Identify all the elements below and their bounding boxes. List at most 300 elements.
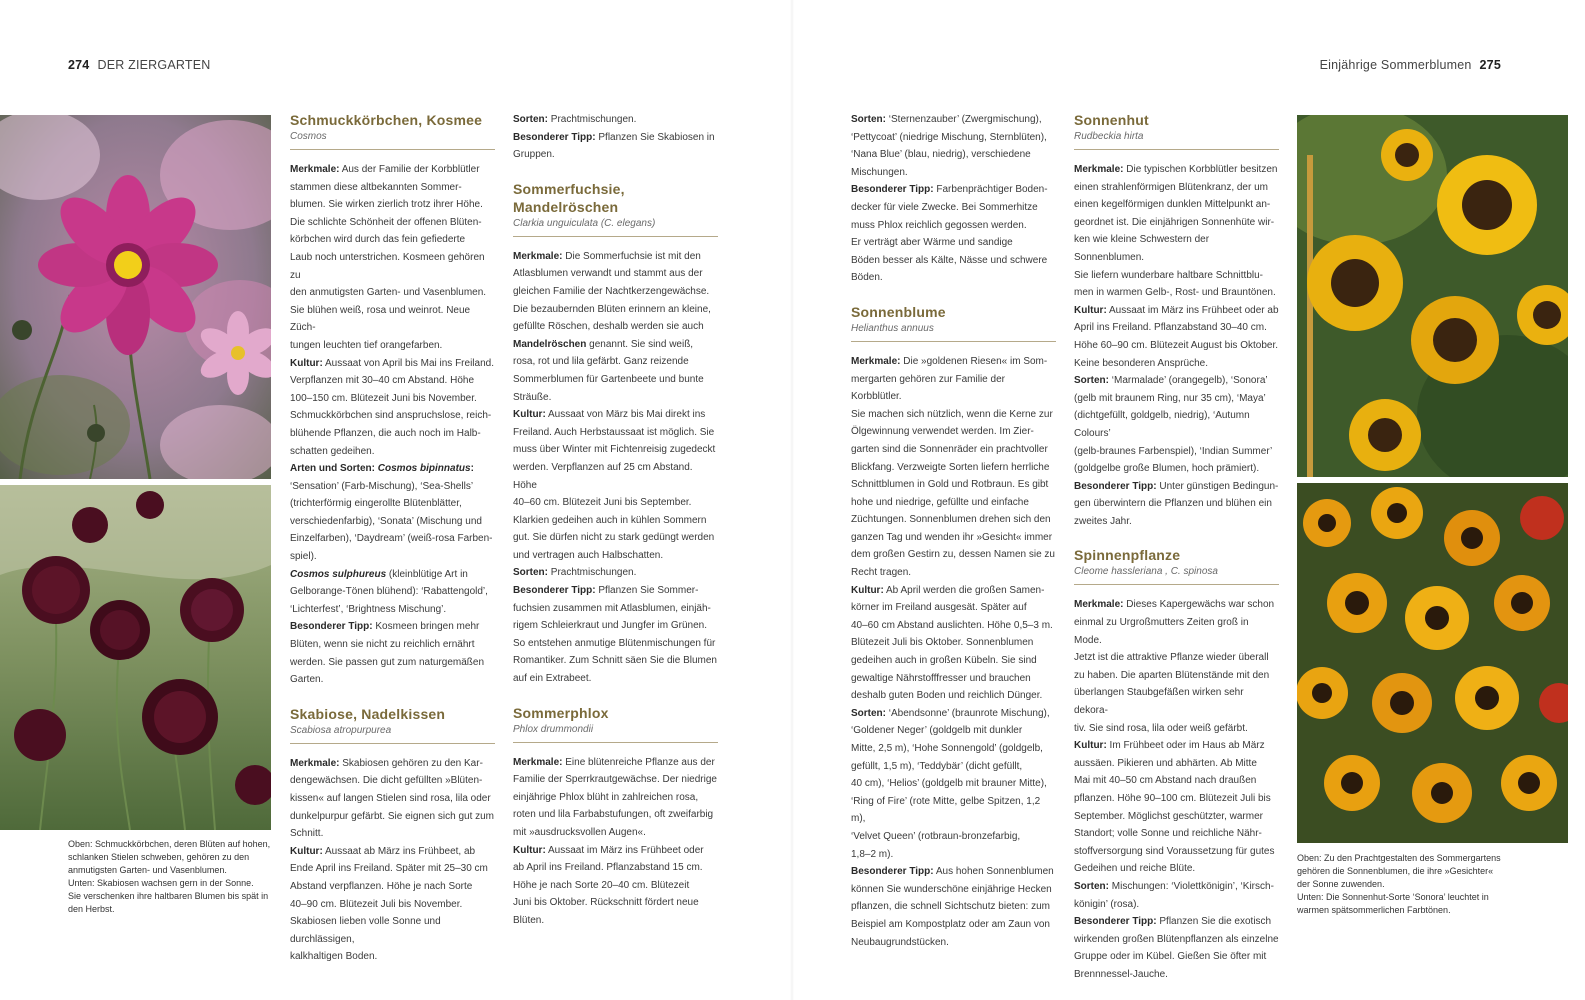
bold-label: Merkmale: bbox=[513, 250, 563, 262]
bold-label: Besonderer Tipp: bbox=[851, 866, 934, 878]
text-line bbox=[851, 199, 1056, 217]
text-run: 40–60 cm Abstand auslichten. Höhe 0,5–3 m. bbox=[851, 619, 1053, 631]
text-run: ken wie kleine Schwestern der Sonnenblumen. bbox=[1074, 234, 1210, 263]
text-run: werden. Sie passen gut zum naturgemäßen bbox=[290, 656, 484, 668]
text-line bbox=[851, 617, 1056, 635]
text-line bbox=[513, 494, 718, 512]
text-line bbox=[1074, 755, 1279, 773]
text-run: gefüllt, 1,5 m), ‘Teddybär’ (dicht gefüllt, bbox=[851, 760, 1023, 772]
paragraph bbox=[513, 842, 718, 930]
text-run: einen kegelförmigen dunklen Mittelpunkt an- bbox=[1074, 199, 1271, 211]
text-line bbox=[290, 372, 495, 390]
text-line bbox=[851, 269, 1056, 287]
caption-line: schlanken Stielen schweben, gehören zu den bbox=[68, 852, 250, 862]
text-line bbox=[1074, 337, 1279, 355]
text-line bbox=[513, 336, 718, 354]
text-line bbox=[1074, 966, 1279, 984]
text-run: decker für viele Zwecke. Bei Sommerhitze bbox=[851, 201, 1038, 213]
text-line bbox=[851, 111, 1056, 129]
section-gap bbox=[513, 688, 718, 704]
text-run: Er verträgt aber Wärme und sandige bbox=[851, 237, 1013, 249]
text-line bbox=[851, 564, 1056, 582]
text-run: einjährige Phlox blüht in zahlreichen rosa, bbox=[513, 791, 699, 803]
bold-label: Sorten: bbox=[513, 114, 548, 125]
text-line bbox=[513, 318, 718, 336]
section-divider bbox=[290, 149, 495, 150]
text-column-2 bbox=[513, 111, 718, 930]
text-line bbox=[290, 948, 495, 966]
text-run: Mai mit 40–50 cm Abstand nach draußen bbox=[1074, 775, 1257, 787]
paragraph bbox=[851, 111, 1056, 181]
text-run: aussäen. Pikieren und abhärten. Ab Mitte bbox=[1074, 757, 1257, 769]
text-run: Skabiosen gehören zu den Kar- bbox=[339, 757, 483, 769]
text-run: dem großen Gestirn zu, dessen Namen sie zu bbox=[851, 549, 1055, 561]
text-line bbox=[513, 512, 718, 530]
text-run: Die »goldenen Riesen« im Som- bbox=[900, 355, 1048, 367]
text-line bbox=[1074, 737, 1279, 755]
text-line bbox=[290, 671, 495, 689]
text-line bbox=[851, 353, 1056, 371]
text-run: 40–60 cm. Blütezeit Juni bis September. bbox=[513, 497, 692, 509]
text-run: Aussaat ab März ins Frühbeet, ab bbox=[322, 845, 476, 857]
text-run: ab April ins Freiland. Pflanzabstand 15 cm. bbox=[513, 862, 703, 874]
text-run: hohe und niedrige, gefüllte und einfache bbox=[851, 496, 1029, 508]
text-line bbox=[851, 252, 1056, 270]
text-run: pflanzen. Höhe 90–100 cm. Blütezeit Juli bis bbox=[1074, 793, 1271, 804]
text-line bbox=[290, 566, 495, 584]
text-line bbox=[1074, 808, 1279, 826]
bold-label: Besonderer Tipp: bbox=[513, 131, 596, 143]
text-run: ‘Ring of Fire’ (rote Mitte, gelbe Spitzen, 1,2 m), bbox=[851, 795, 1041, 825]
text-line bbox=[1074, 267, 1279, 285]
text-run: Aus der Familie der Korbblütler bbox=[339, 164, 480, 175]
text-run: mergarten gehören zur Familie der Korbblütler. bbox=[851, 373, 1005, 403]
text-line bbox=[851, 934, 1056, 952]
text-run: Ab April werden die großen Samen- bbox=[883, 584, 1045, 596]
text-line bbox=[513, 859, 718, 877]
botanical-name: Rudbeckia hirta bbox=[1074, 131, 1144, 142]
text-run: men in warmen Gelb-, Rost- und Brauntönen. bbox=[1074, 287, 1276, 299]
text-run: ‘Marmalade’ (orangegelb), ‘Sonora’ bbox=[1109, 375, 1268, 387]
text-line bbox=[513, 129, 718, 147]
text-run: Neubaugrundstücken. bbox=[851, 936, 949, 948]
section-title: Einjährige Sommerblumen bbox=[1319, 58, 1472, 72]
text-run: Romantiker. Zum Schnitt säen Sie die Blumen bbox=[513, 655, 717, 667]
text-line bbox=[851, 687, 1056, 705]
text-line bbox=[1074, 614, 1279, 649]
bold-label: Sorten: bbox=[513, 567, 548, 579]
text-run: fuchsien zusammen mit Atlasblumen, einjäh- bbox=[513, 602, 711, 614]
paragraph bbox=[1074, 372, 1279, 478]
bold-label: Kultur: bbox=[851, 584, 884, 596]
section-gap bbox=[851, 287, 1056, 303]
paragraph bbox=[1074, 302, 1279, 372]
text-run: wirkenden großen Blütenpflanzen als einzelne bbox=[1074, 933, 1279, 945]
paragraph bbox=[513, 564, 718, 582]
paragraph bbox=[290, 843, 495, 966]
paragraph bbox=[513, 129, 718, 164]
text-run: deshalb guten Boden und reichlich Dünger. bbox=[851, 690, 1043, 702]
text-run: 100–150 cm. Blütezeit Juni bis November. bbox=[290, 392, 477, 404]
text-line bbox=[1074, 390, 1279, 408]
text-line bbox=[851, 494, 1056, 512]
bold-label: Sorten: bbox=[851, 707, 886, 719]
species-name: Cosmos sulphureus bbox=[290, 568, 387, 580]
paragraph bbox=[851, 181, 1056, 287]
bold-label: Kultur: bbox=[290, 845, 323, 857]
text-line bbox=[513, 371, 718, 389]
text-run: Eine blütenreiche Pflanze aus der bbox=[562, 756, 715, 768]
text-line bbox=[1074, 495, 1279, 513]
text-run: Gedeihen und reiche Blüte. bbox=[1074, 863, 1196, 875]
text-run: rosa, rot und lila gefärbt. Ganz reizende bbox=[513, 356, 689, 368]
text-run: roten und lila Farbabstufungen, oft zweifarbig bbox=[513, 809, 714, 821]
text-run: ‘Velvet Queen’ (rotbraun-bronzefarbig, bbox=[851, 830, 1021, 842]
text-run: Familie der Sperrkrautgewächse. Der niedrige bbox=[513, 774, 717, 786]
paragraph bbox=[851, 705, 1056, 863]
bold-label: Kultur: bbox=[513, 844, 546, 856]
text-line bbox=[290, 790, 495, 808]
text-run: spiel). bbox=[290, 551, 317, 563]
text-run: einmal zu Urgroßmutters Zeiten groß in Mode. bbox=[1074, 617, 1249, 646]
text-run: Sommerblumen für Gartenbeete und bunte bbox=[513, 373, 704, 385]
text-run: gedeihen auch in großen Kübeln. Sie sind bbox=[851, 655, 1037, 667]
text-run: Blüten. bbox=[513, 914, 545, 926]
text-run: Einzelfarben), ‘Daydream’ (weiß-rosa Farben- bbox=[290, 533, 493, 545]
text-line bbox=[290, 390, 495, 408]
paragraph bbox=[513, 754, 718, 842]
text-line bbox=[1074, 931, 1279, 949]
text-run: gut. Sie dürfen nicht zu stark gedüngt werden bbox=[513, 532, 715, 544]
caption-line: Unten: Skabiosen wachsen gern in der Sonne. bbox=[68, 878, 254, 888]
text-run: ‘Goldener Neger’ (goldgelb mit dunkler bbox=[851, 725, 1023, 737]
bold-label: : bbox=[470, 463, 474, 475]
caption-line: Oben: Zu den Prachtgestalten des Sommergartens bbox=[1297, 853, 1501, 863]
text-run: Prachtmischungen. bbox=[548, 567, 637, 579]
section-divider bbox=[1074, 584, 1279, 585]
bold-label: Merkmale: bbox=[290, 757, 340, 769]
text-run: Skabiosen lieben volle Sonne und durchlässigen, bbox=[290, 916, 441, 945]
text-line bbox=[851, 146, 1056, 164]
text-line bbox=[851, 217, 1056, 235]
text-line bbox=[1074, 355, 1279, 373]
section-title: Spinnenpflanze bbox=[1074, 547, 1181, 564]
section-title: Mandelröschen bbox=[513, 198, 619, 215]
paragraph bbox=[1074, 913, 1279, 983]
text-line bbox=[851, 181, 1056, 199]
text-run: ‘Abendsonne’ (braunrote Mischung), bbox=[886, 707, 1050, 719]
rudbeckia-photo bbox=[1297, 483, 1568, 843]
text-run: Höhe 60–90 cm. Blütezeit August bis Oktober. bbox=[1074, 339, 1279, 351]
text-run: Dieses Kapergewächs war schon bbox=[1123, 599, 1275, 611]
text-line bbox=[1074, 513, 1279, 531]
text-line bbox=[1074, 860, 1279, 878]
text-column-1 bbox=[290, 111, 495, 966]
text-run: kissen« auf langen Stielen sind rosa, lila oder bbox=[290, 793, 491, 804]
text-column-4 bbox=[1074, 111, 1279, 984]
scabiosa-illustration bbox=[0, 485, 271, 830]
text-run: muss Phlox reichlich gegossen werden. bbox=[851, 219, 1027, 231]
text-run: pflanzen, die schnell Sichtschutz bieten: zum bbox=[851, 901, 1050, 913]
text-run: Aussaat von März bis Mai direkt ins bbox=[545, 409, 706, 421]
text-line bbox=[290, 249, 495, 284]
text-run: Die Sommerfuchsie ist mit den bbox=[562, 250, 701, 262]
text-line bbox=[1074, 913, 1279, 931]
section-title: Sommerphlox bbox=[513, 704, 609, 721]
text-run: ‘Nana Blue’ (blau, niedrig), verschiedene bbox=[851, 149, 1031, 161]
paragraph bbox=[851, 353, 1056, 582]
text-line bbox=[851, 881, 1056, 899]
rudbeckia-illustration bbox=[1297, 483, 1568, 843]
text-run: auf ein Extrabeet. bbox=[513, 673, 592, 685]
text-line bbox=[851, 371, 1056, 406]
text-run: (dichtgefüllt, goldgelb, niedrig), ‘Autumn Colours’ bbox=[1074, 410, 1250, 439]
sunflower-photo bbox=[1297, 115, 1568, 477]
caption-line: Unten: Die Sonnenhut-Sorte ‘Sonora’ leuchtet in bbox=[1297, 892, 1489, 902]
chapter-title: DER ZIERGARTEN bbox=[97, 58, 211, 72]
text-run: und vertragen auch Halbschatten. bbox=[513, 549, 664, 561]
text-run: geordnet ist. Die einjährigen Sonnenhüte wir- bbox=[1074, 216, 1275, 228]
bold-label: Sorten: bbox=[1074, 880, 1109, 892]
text-run: Schnitt. bbox=[290, 828, 324, 840]
text-run: Züchtungen. Sonnenblumen drehen sich den bbox=[851, 514, 1051, 526]
text-line bbox=[851, 129, 1056, 147]
text-line bbox=[513, 146, 718, 164]
text-line bbox=[851, 898, 1056, 916]
text-run: April ins Freiland. Pflanzabstand 30–40 cm. bbox=[1074, 322, 1267, 334]
text-line bbox=[1074, 878, 1279, 896]
text-line bbox=[290, 407, 495, 425]
bold-label: Sorten: bbox=[851, 114, 886, 125]
caption-left bbox=[68, 838, 273, 916]
text-run: Aussaat von April bis Mai ins Freiland. bbox=[322, 357, 494, 369]
text-run: ‘Lichterfest’, ‘Brightness Mischung’. bbox=[290, 603, 447, 615]
text-line bbox=[851, 775, 1056, 793]
text-line bbox=[290, 913, 495, 948]
text-run: tungen leuchten tief orangefarben. bbox=[290, 339, 443, 351]
section-divider bbox=[290, 743, 495, 744]
text-line bbox=[290, 214, 495, 232]
text-line bbox=[1074, 684, 1279, 719]
bold-label: Merkmale: bbox=[290, 164, 340, 175]
botanical-name: Phlox drummondii bbox=[513, 723, 594, 735]
text-run: können Sie wunderschöne einjährige Hecken bbox=[851, 883, 1052, 895]
text-run: tiv. Sie sind rosa, lila oder weiß gefärbt. bbox=[1074, 722, 1248, 734]
book-gutter bbox=[790, 0, 794, 1000]
bold-italic-label bbox=[290, 569, 386, 580]
bold-label: Kultur: bbox=[513, 409, 546, 421]
text-line bbox=[851, 705, 1056, 723]
text-line bbox=[1074, 196, 1279, 214]
paragraph bbox=[290, 566, 495, 619]
text-line bbox=[513, 111, 718, 129]
text-line bbox=[290, 772, 495, 790]
text-line bbox=[290, 583, 495, 601]
text-run: (trichterförmig eingerollte Blütenblätter, bbox=[290, 498, 462, 510]
text-run: Die schlichte Schönheit der offenen Blüten- bbox=[290, 216, 482, 228]
text-run: verschiedenfarbig), ‘Sonata’ (Mischung und bbox=[290, 515, 482, 527]
bold-label: Kultur: bbox=[1074, 304, 1107, 316]
bold-label: Kultur: bbox=[290, 357, 323, 369]
text-line bbox=[513, 771, 718, 789]
text-line bbox=[513, 353, 718, 371]
text-run: körbchen wird durch das fein gefiederte bbox=[290, 234, 466, 246]
text-line bbox=[851, 670, 1056, 688]
caption-line: Oben: Schmuckkörbchen, deren Blüten auf hohen, bbox=[68, 839, 271, 849]
scabiosa-photo bbox=[0, 485, 271, 830]
section-title: Sommerfuchsie, bbox=[513, 180, 625, 197]
text-line bbox=[1074, 179, 1279, 197]
text-line bbox=[513, 564, 718, 582]
text-line bbox=[290, 896, 495, 914]
text-line bbox=[851, 476, 1056, 494]
paragraph bbox=[1074, 596, 1279, 737]
paragraph bbox=[851, 582, 1056, 705]
section-title: Sonnenhut bbox=[1074, 112, 1149, 128]
cosmos-photo bbox=[0, 115, 271, 479]
text-run: muss über Winter mit Fichtenreisig zugedeckt bbox=[513, 444, 716, 456]
text-run: Abstand verpflanzen. Höhe je nach Sorte bbox=[290, 880, 473, 892]
text-line bbox=[513, 582, 718, 600]
text-line bbox=[513, 283, 718, 301]
text-run: Aus hohen Sonnenblumen bbox=[933, 866, 1054, 878]
text-run: dunkelpurpur gefärbt. Sie eignen sich gut zum bbox=[290, 810, 495, 822]
text-run: (gelb mit braunem Ring, nur 35 cm), ‘Maya’ bbox=[1074, 392, 1266, 404]
text-run: Die bezaubernden Blüten erinnern an kleine, bbox=[513, 303, 711, 315]
paragraph bbox=[851, 863, 1056, 951]
text-line bbox=[290, 755, 495, 773]
caption-line: der Sonne zuwenden. bbox=[1297, 879, 1385, 889]
text-line bbox=[851, 599, 1056, 617]
text-line bbox=[290, 337, 495, 355]
caption-line: den Herbst. bbox=[68, 904, 115, 914]
text-run: 40–90 cm. Blütezeit Juli bis November. bbox=[290, 898, 463, 910]
text-line bbox=[513, 406, 718, 424]
text-run: Die typischen Korbblütler besitzen bbox=[1123, 164, 1278, 175]
text-run: Gelborange-Tönen blühend): ‘Rabattengold’, bbox=[290, 586, 488, 598]
text-line bbox=[1074, 843, 1279, 861]
text-run: Blickfang. Verzweigte Sorten liefern herrliche bbox=[851, 461, 1050, 473]
text-line bbox=[513, 441, 718, 459]
paragraph bbox=[290, 161, 495, 355]
text-line bbox=[1074, 214, 1279, 232]
text-run: Ende April ins Freiland. Später mit 25–30 cm bbox=[290, 863, 488, 875]
text-run: September. Möglichst geschützter, warmer bbox=[1074, 810, 1263, 822]
text-run: blumen. Sie wirken zierlich trotz ihrer Höhe. bbox=[290, 199, 483, 211]
text-line bbox=[290, 478, 495, 496]
text-column-3 bbox=[851, 111, 1056, 951]
text-run: Im Frühbeet oder im Haus ab März bbox=[1106, 740, 1265, 752]
text-line bbox=[1074, 443, 1279, 461]
text-run: gleichen Familie der Nachtkerzengewächse. bbox=[513, 285, 710, 297]
text-line bbox=[290, 443, 495, 461]
text-run: Sie machen sich nützlich, wenn die Kerne zur bbox=[851, 408, 1053, 420]
text-line bbox=[851, 740, 1056, 758]
text-run: 40 cm), ‘Helios’ (goldgelb mit brauner Mitte), bbox=[851, 778, 1047, 790]
text-run: werden. Verpflanzen auf 25 cm Abstand. Höhe bbox=[513, 461, 693, 491]
cosmos-illustration bbox=[0, 115, 271, 479]
text-run: königin’ (rosa). bbox=[1074, 898, 1140, 910]
text-line bbox=[851, 529, 1056, 547]
text-line bbox=[513, 389, 718, 407]
running-header-left bbox=[68, 58, 210, 72]
species-name: Cosmos bipinnatus bbox=[377, 463, 471, 475]
text-line bbox=[513, 894, 718, 912]
paragraph bbox=[1074, 878, 1279, 913]
text-line bbox=[1074, 720, 1279, 738]
text-run: Juni bis Oktober. Rückschnitt fördert neue bbox=[513, 897, 699, 909]
text-line bbox=[513, 635, 718, 653]
text-run: rigem Schleierkraut und Jungfer im Grünen. bbox=[513, 620, 707, 632]
caption-line: warmen spätsommerlichen Farbtönen. bbox=[1297, 905, 1451, 915]
caption-right bbox=[1297, 852, 1568, 917]
text-line bbox=[1074, 790, 1279, 808]
paragraph bbox=[513, 406, 718, 564]
text-run: Unter günstigen Bedingun- bbox=[1156, 480, 1279, 492]
text-run: Pflanzen Sie Skabiosen in bbox=[595, 131, 715, 143]
text-run: Prachtmischungen. bbox=[548, 114, 637, 125]
text-line bbox=[513, 529, 718, 547]
text-run: ‘Sensation’ (Farb-Mischung), ‘Sea-Shells’ bbox=[290, 480, 474, 492]
text-run: einen strahlenförmigen Blütenkranz, der um bbox=[1074, 181, 1268, 193]
text-run: Aussaat im März ins Frühbeet oder ab bbox=[1106, 304, 1279, 316]
text-line bbox=[290, 231, 495, 249]
text-line bbox=[290, 636, 495, 654]
text-run: Böden. bbox=[851, 272, 883, 284]
text-run: den anmutigsten Garten- und Vasenblumen. bbox=[290, 287, 487, 299]
text-line bbox=[1074, 161, 1279, 179]
text-line bbox=[513, 600, 718, 618]
text-line bbox=[1074, 407, 1279, 442]
botanical-name: Clarkia unguiculata (C. elegans) bbox=[513, 217, 656, 229]
text-line bbox=[290, 530, 495, 548]
text-line bbox=[290, 618, 495, 636]
text-line bbox=[1074, 284, 1279, 302]
text-line bbox=[513, 806, 718, 824]
text-line bbox=[290, 196, 495, 214]
text-run: Aussaat im März ins Frühbeet oder bbox=[545, 844, 704, 856]
text-line bbox=[1074, 372, 1279, 390]
section-title: Sonnenblume bbox=[851, 303, 946, 320]
text-run: kalkhaltigen Boden. bbox=[290, 951, 378, 963]
text-line bbox=[513, 842, 718, 860]
text-line bbox=[851, 406, 1056, 424]
text-line bbox=[290, 302, 495, 337]
text-line bbox=[513, 617, 718, 635]
text-run: Sie blühen weiß, rosa und weinrot. Neue Züch- bbox=[290, 304, 471, 334]
text-line bbox=[290, 425, 495, 443]
text-line bbox=[513, 547, 718, 565]
text-line bbox=[851, 916, 1056, 934]
text-line bbox=[851, 846, 1056, 864]
section-gap bbox=[290, 689, 495, 705]
text-run: Pflanzen Sie die exotisch bbox=[1156, 916, 1272, 928]
text-line bbox=[1074, 302, 1279, 320]
paragraph bbox=[513, 582, 718, 688]
text-run: Klarkien gedeihen auch in kühlen Sommern bbox=[513, 514, 707, 526]
text-run: (gelb-braunes Farbenspiel), ‘Indian Summer’ bbox=[1074, 445, 1273, 457]
text-run: schatten gedeihen. bbox=[290, 445, 375, 457]
text-run: Blütezeit Juli bis Oktober. Sonnenblumen bbox=[851, 637, 1034, 649]
text-run: überlangen Staubgefäßen wirken sehr dekora- bbox=[1074, 687, 1244, 717]
paragraph bbox=[513, 111, 718, 129]
text-run: Farbenprächtiger Boden- bbox=[933, 184, 1048, 196]
text-run: gefüllte Röschen, deshalb werden sie auch bbox=[513, 321, 704, 333]
text-line bbox=[851, 758, 1056, 776]
bold-label: Merkmale: bbox=[513, 756, 563, 768]
text-run: Garten. bbox=[290, 674, 324, 686]
text-line bbox=[851, 164, 1056, 182]
